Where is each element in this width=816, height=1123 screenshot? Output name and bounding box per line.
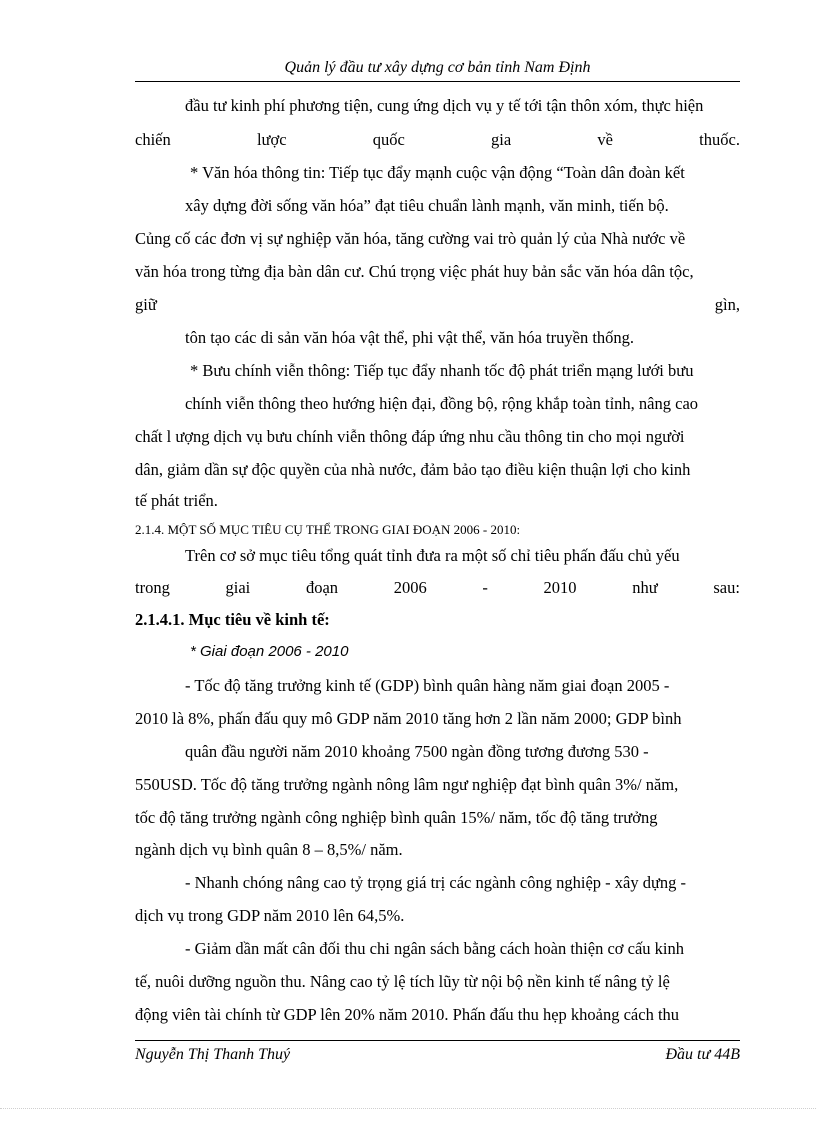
text-line: xây dựng đời sống văn hóa” đạt tiêu chuẩn lành mạnh, văn minh, tiến bộ. xyxy=(185,196,669,215)
word: lược xyxy=(256,130,287,149)
text-line: dân, giảm dần sự độc quyền của nhà nước, đảm bảo tạo điều kiện thuận lợi cho kinh xyxy=(135,460,691,479)
text-line: ngành dịch vụ bình quân 8 – 8,5%/ năm. xyxy=(135,840,403,859)
subsection-heading: 2.1.4.1. Mục tiêu về kinh tế: xyxy=(135,610,330,629)
word: về xyxy=(597,130,613,149)
section-heading: 2.1.4. MỘT SỐ MỤC TIÊU CỤ THỂ TRONG GIAI ĐOẠN 2006 - 2010: xyxy=(135,522,521,537)
word: thuốc. xyxy=(699,130,740,149)
word: quốc xyxy=(372,130,405,149)
word: như xyxy=(632,578,658,597)
word: giai xyxy=(225,578,251,597)
word: 2006 xyxy=(393,578,427,597)
word: trong xyxy=(135,578,170,597)
justified-line xyxy=(135,295,740,315)
footer-author: Nguyễn Thị Thanh Thuý xyxy=(135,1046,291,1063)
text-line: - Giảm dần mất cân đối thu chi ngân sách bằng cách hoàn thiện cơ cấu kinh xyxy=(185,939,684,958)
word: sau: xyxy=(713,578,740,597)
word: gia xyxy=(491,130,512,149)
text-line: Củng cố các đơn vị sự nghiệp văn hóa, tăng cường vai trò quản lý của Nhà nước về xyxy=(135,229,686,248)
text-line: - Tốc độ tăng trưởng kinh tế (GDP) bình quân hàng năm giai đoạn 2005 - xyxy=(185,676,670,695)
word: 2010 xyxy=(543,578,577,597)
justified-line xyxy=(135,130,740,150)
text-line: tốc độ tăng trưởng ngành công nghiệp bình quân 15%/ năm, tốc độ tăng trưởng xyxy=(135,808,658,827)
word: gìn, xyxy=(714,295,740,314)
justified-line xyxy=(135,578,740,598)
text-line: 550USD. Tốc độ tăng trưởng ngành nông lâm ngư nghiệp đạt bình quân 3%/ năm, xyxy=(135,775,679,794)
page-boundary xyxy=(0,1108,816,1109)
text-line: chính viễn thông theo hướng hiện đại, đồng bộ, rộng khắp toàn tỉnh, nâng cao xyxy=(185,394,699,413)
text-line: động viên tài chính từ GDP lên 20% năm 2010. Phấn đấu thu hẹp khoảng cách thu xyxy=(135,1005,680,1024)
footer-rule xyxy=(135,1040,740,1041)
text-line: văn hóa trong từng địa bàn dân cư. Chú trọng việc phát huy bản sắc văn hóa dân tộc, xyxy=(135,262,694,281)
text-line: dịch vụ trong GDP năm 2010 lên 64,5%. xyxy=(135,906,405,925)
text-line: 2010 là 8%, phấn đấu quy mô GDP năm 2010 tăng hơn 2 lần năm 2000; GDP bình xyxy=(135,709,682,728)
text-line: quân đầu người năm 2010 khoảng 7500 ngàn đồng tương đương 530 - xyxy=(185,742,649,761)
text-line: * Bưu chính viễn thông: Tiếp tục đẩy nhanh tốc độ phát triển mạng lưới bưu xyxy=(190,361,694,380)
text-line: đầu tư kinh phí phương tiện, cung ứng dịch vụ y tế tới tận thôn xóm, thực hiện xyxy=(185,96,704,115)
word: chiến xyxy=(135,130,171,149)
word: đoạn xyxy=(305,578,339,597)
italic-subheading: * Giai đoạn 2006 - 2010 xyxy=(190,643,349,660)
text-line: - Nhanh chóng nâng cao tỷ trọng giá trị các ngành công nghiệp - xây dựng - xyxy=(185,873,687,892)
text-line: tôn tạo các di sản văn hóa vật thể, phi vật thể, văn hóa truyền thống. xyxy=(185,328,635,347)
text-line: * Văn hóa thông tin: Tiếp tục đẩy mạnh cuộc vận động “Toàn dân đoàn kết xyxy=(190,163,685,182)
text-line: tế, nuôi dưỡng nguồn thu. Nâng cao tỷ lệ tích lũy từ nội bộ nền kinh tế nâng tỷ lệ xyxy=(135,972,670,991)
word: giữ xyxy=(135,295,157,314)
text-line: tế phát triển. xyxy=(135,491,218,510)
text-line: chất l ượng dịch vụ bưu chính viễn thông đáp ứng nhu cầu thông tin cho mọi người xyxy=(135,427,685,446)
page-header: Quản lý đầu tư xây dựng cơ bản tỉnh Nam Định xyxy=(135,57,740,82)
word: - xyxy=(482,578,488,597)
footer-class: Đầu tư 44B xyxy=(665,1046,740,1063)
text-line: Trên cơ sở mục tiêu tổng quát tỉnh đưa ra một số chỉ tiêu phấn đấu chủ yếu xyxy=(185,546,680,565)
